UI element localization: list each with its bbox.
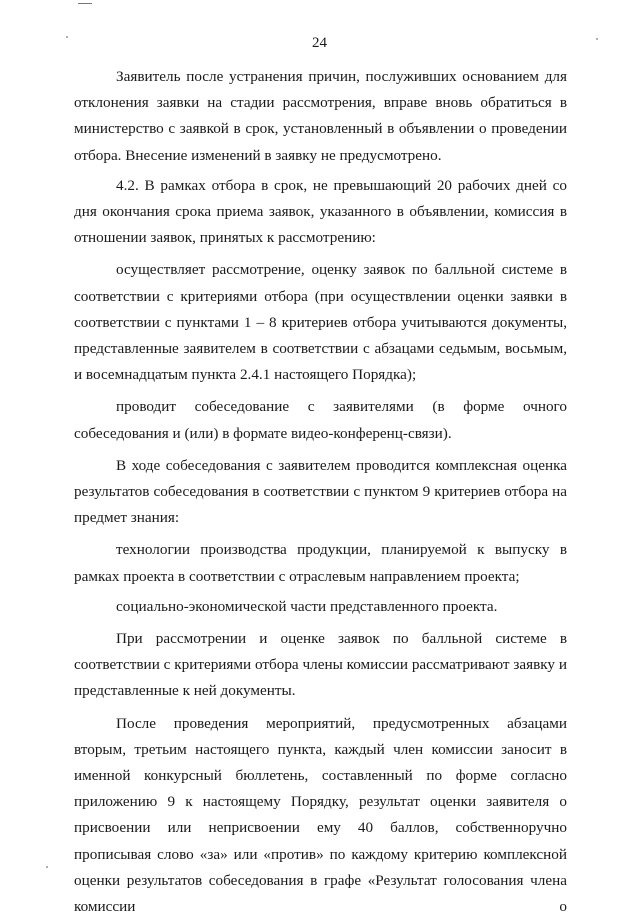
paragraph-8: При рассмотрении и оценке заявок по балльной системе в соответствии с критериями отбора члены комиссии рассматривают заявку и представленные к ней документы. <box>74 630 567 700</box>
paragraph-7: социально-экономической части представленного проекта. <box>116 597 498 615</box>
scan-speck <box>596 38 598 40</box>
page-number: 24 <box>312 35 327 51</box>
paragraph-4: проводит собеседование с заявителями (в форме очного собеседования и (или) в формате видео-конференц-связи). <box>74 398 567 442</box>
paragraph-6: технологии производства продукции, планируемой к выпуску в рамках проекта в соответствии с отраслевым направлением проекта; <box>74 541 567 585</box>
scan-speck <box>46 866 48 868</box>
document-body <box>74 64 567 920</box>
paragraph-3: осуществляет рассмотрение, оценку заявок по балльной системе в соответствии с критериями отбора (при осуществлении оценки заявки в соответствии с пунктами 1 – 8 критериев отбора учитываются документы, представленные заявителем в соответствии с абзацами седьмым, восьмым, и восемнадцатым пункта 2.4.1 настоящего Порядка); <box>74 261 567 384</box>
paragraph-5: В ходе собеседования с заявителем проводится комплексная оценка результатов собеседования в соответствии с пунктом 9 критериев отбора на предмет знания: <box>74 456 567 527</box>
paragraph-1: Заявитель после устранения причин, послуживших основанием для отклонения заявки на стадии рассмотрения, вправе вновь обратиться в министерство с заявкой в срок, установленный в объявлении о проведении отбора. Внесение изменений в заявку не предусмотрено. <box>74 68 567 164</box>
paragraph-9: После проведения мероприятий, предусмотренных абзацами вторым, третьим настоящего пункта, каждый член комиссии заносит в именной конкурсный бюллетень, составленный по форме согласно приложению 9 к настоящему Порядку, результат оценки заявителя о присвоении или неприсвоении ему 40 баллов, собственноручно прописывая слово «за» или «против» по каждому критерию комплексной оценки результатов собеседования в графе «Результат голосования члена комиссии о <box>74 714 567 916</box>
paragraph-2: 4.2. В рамках отбора в срок, не превышающий 20 рабочих дней со дня окончания срока приема заявок, указанного в объявлении, комиссия в отношении заявок, принятых к рассмотрению: <box>74 176 567 247</box>
scan-speck <box>66 36 68 38</box>
scan-artifact-line <box>78 3 92 4</box>
